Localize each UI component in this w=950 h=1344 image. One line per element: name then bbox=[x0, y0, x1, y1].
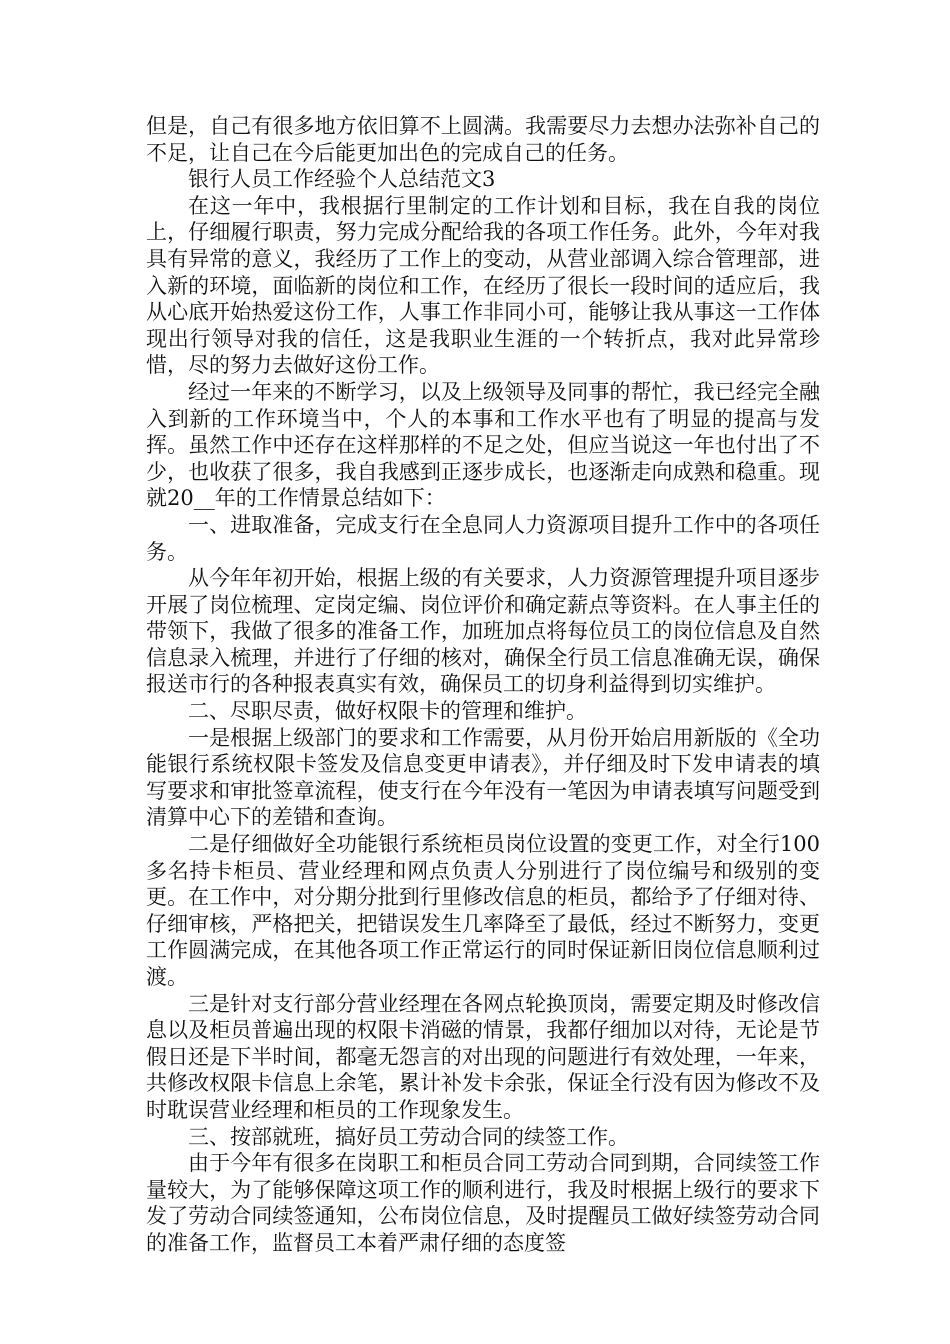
document-page bbox=[146, 113, 820, 1257]
paragraph-6: 二是仔细做好全功能银行系统柜员岗位设置的变更工作，对全行100多名持卡柜员、营业经理和网点负责人分别进行了岗位编号和级别的变更。在工作中，对分期分批到行里修改信息的柜员，都给予了仔细对待、仔细审核，严格把关，把错误发生几率降至了最低，经过不断努力，变更工作圆满完成，在其他各项工作正常运行的同时保证新旧岗位信息顺利过渡。 bbox=[146, 832, 820, 989]
paragraph-4: 从今年年初开始，根据上级的有关要求，人力资源管理提升项目逐步开展了岗位梳理、定岗定编、岗位评价和确定薪点等资料。在人事主任的带领下，我做了很多的准备工作，加班加点将每位员工的岗位信息及自然信息录入梳理，并进行了仔细的核对，确保全行员工信息准确无误，确保报送市行的各种报表真实有效，确保员工的切身利益得到切实维护。 bbox=[146, 566, 820, 697]
paragraph-5: 一是根据上级部门的要求和工作需要，从月份开始启用新版的《全功能银行系统权限卡签发及信息变更申请表》，并仔细及时下发申请表的填写要求和审批签章流程，使支行在今年没有一笔因为申请表填写问题受到清算中心下的差错和查询。 bbox=[146, 725, 820, 830]
paragraph-2: 在这一年中，我根据行里制定的工作计划和目标，我在自我的岗位上，仔细履行职责，努力完成分配给我的各项工作任务。此外，今年对我具有异常的意义，我经历了工作上的变动，从营业部调入综合管理部，进入新的环境，面临新的岗位和工作，在经历了很长一段时间的适应后，我从心底开始热爱这份工作，人事工作非同小可，能够让我从事这一工作体现出行领导对我的信任，这是我职业生涯的一个转折点，我对此异常珍惜，尽的努力去做好这份工作。 bbox=[146, 193, 820, 378]
subheading-1: 一、进取准备，完成支行在全息同人力资源项目提升工作中的各项任务。 bbox=[146, 512, 820, 564]
subheading-2: 二、尽职尽责，做好权限卡的管理和维护。 bbox=[188, 699, 587, 724]
paragraph-3: 经过一年来的不断学习，以及上级领导及同事的帮忙，我已经完全融入到新的工作环境当中，个人的本事和工作水平也有了明显的提高与发挥。虽然工作中还存在这样那样的不足之处，但应当说这一年也付出了不少，也收获了很多，我自我感到正逐步成长，也逐渐走向成熟和稳重。现就20__年的工作情景总结如下： bbox=[146, 379, 820, 511]
subheading-3: 三、按部就班，搞好员工劳动合同的续签工作。 bbox=[188, 1124, 629, 1149]
paragraph-8: 由于今年有很多在岗职工和柜员合同工劳动合同到期，合同续签工作量较大，为了能够保障这项工作的顺利进行，我及时根据上级行的要求下发了劳动合同续签通知，公布岗位信息，及时提醒员工做好续签劳动合同的准备工作，监督员工本着严肃仔细的态度签 bbox=[146, 1151, 820, 1255]
paragraph-7: 三是针对支行部分营业经理在各网点轮换顶岗，需要定期及时修改信息以及柜员普遍出现的权限卡消磁的情景，我都仔细加以对待，无论是节假日还是下半时间，都毫无怨言的对出现的问题进行有效处理，一年来，共修改权限卡信息上余笔，累计补发卡余张，保证全行没有因为修改不及时耽误营业经理和柜员的工作现象发生。 bbox=[146, 991, 820, 1122]
section-heading-3: 银行人员工作经验个人总结范文3 bbox=[188, 167, 496, 192]
paragraph-1: 但是，自己有很多地方依旧算不上圆满。我需要尽力去想办法弥补自己的不足，让自己在今后能更加出色的完成自己的任务。 bbox=[146, 114, 820, 165]
